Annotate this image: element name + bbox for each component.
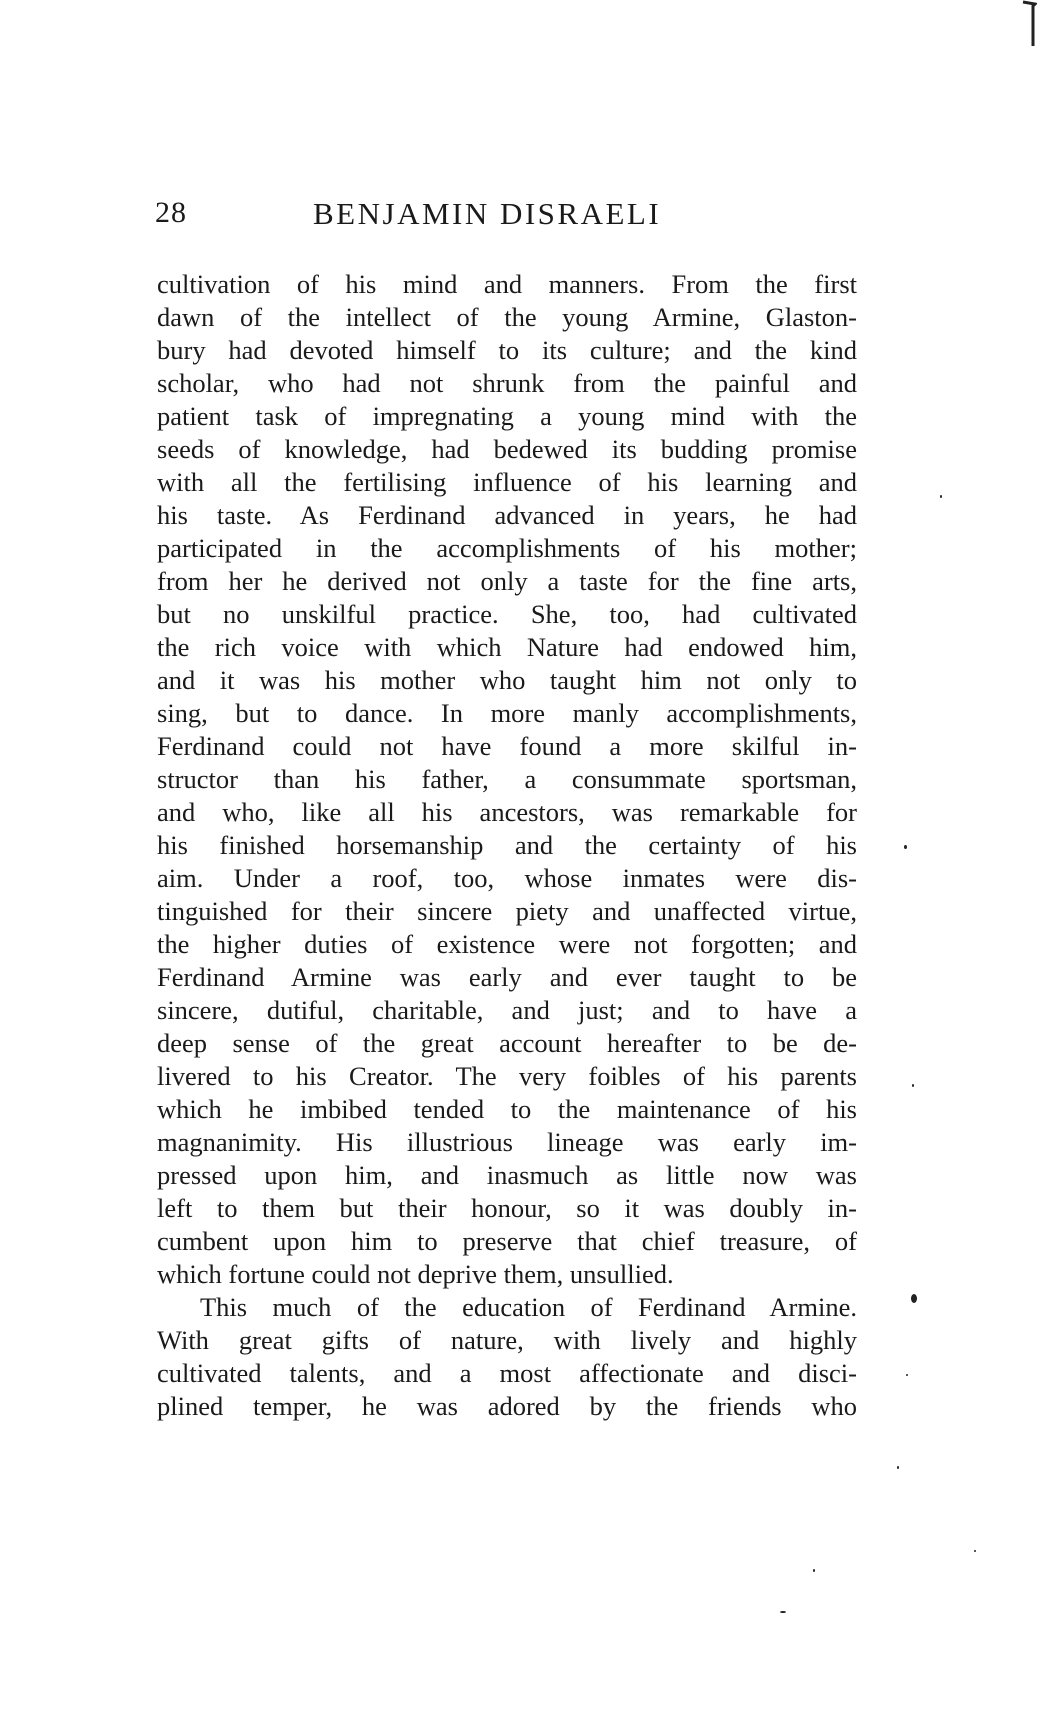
text-line: cultivation of his mind and manners. From the first bbox=[157, 269, 857, 299]
text-line: Ferdinand Armine was early and ever taught to be bbox=[157, 962, 857, 992]
text-line: and it was his mother who taught him not only to bbox=[157, 665, 857, 695]
text-line: deep sense of the great account hereafter to be de- bbox=[157, 1028, 857, 1058]
text-line: with all the fertilising influence of his learning and bbox=[157, 467, 857, 497]
text-line: from her he derived not only a taste for the fine arts, bbox=[157, 566, 857, 596]
text-line: participated in the accomplishments of his mother; bbox=[157, 533, 857, 563]
text-line: tinguished for their sincere piety and unaffected virtue, bbox=[157, 896, 857, 926]
ink-speck bbox=[780, 1611, 786, 1613]
text-line: seeds of knowledge, had bedewed its budding promise bbox=[157, 434, 857, 464]
text-line: aim. Under a roof, too, whose inmates were dis- bbox=[157, 863, 857, 893]
text-line: his finished horsemanship and the certainty of his bbox=[157, 830, 857, 860]
paragraph-first-line: This much of the education of Ferdinand Armine. bbox=[200, 1292, 857, 1322]
ink-speck bbox=[813, 1569, 815, 1572]
text-line: patient task of impregnating a young mind with the bbox=[157, 401, 857, 431]
text-line: livered to his Creator. The very foibles of his parents bbox=[157, 1061, 857, 1091]
text-line: scholar, who had not shrunk from the painful and bbox=[157, 368, 857, 398]
text-line: Ferdinand could not have found a more skilful in- bbox=[157, 731, 857, 761]
page-number: 28 bbox=[155, 196, 187, 229]
ink-speck bbox=[906, 1374, 908, 1376]
text-line: and who, like all his ancestors, was remarkable for bbox=[157, 797, 857, 827]
text-line: sincere, dutiful, charitable, and just; and to have a bbox=[157, 995, 857, 1025]
ink-speck bbox=[897, 1466, 899, 1469]
ink-speck bbox=[974, 1550, 976, 1552]
ink-speck bbox=[904, 845, 907, 849]
text-line: dawn of the intellect of the young Armine, Glaston- bbox=[157, 302, 857, 332]
text-line: which he imbibed tended to the maintenance of his bbox=[157, 1094, 857, 1124]
text-line: pressed upon him, and inasmuch as little now was bbox=[157, 1160, 857, 1190]
text-line: sing, but to dance. In more manly accomplishments, bbox=[157, 698, 857, 728]
ink-speck bbox=[940, 495, 942, 498]
text-line: the rich voice with which Nature had endowed him, bbox=[157, 632, 857, 662]
text-line: but no unskilful practice. She, too, had cultivated bbox=[157, 599, 857, 629]
text-line: plined temper, he was adored by the friends who bbox=[157, 1391, 857, 1421]
text-line: cultivated talents, and a most affectionate and disci- bbox=[157, 1358, 857, 1388]
body-text bbox=[157, 268, 857, 1423]
text-line: bury had devoted himself to its culture; and the kind bbox=[157, 335, 857, 365]
running-title: BENJAMIN DISRAELI bbox=[313, 196, 662, 231]
text-line: cumbent upon him to preserve that chief treasure, of bbox=[157, 1226, 857, 1256]
text-line: his taste. As Ferdinand advanced in years, he had bbox=[157, 500, 857, 530]
ink-speck bbox=[911, 1294, 917, 1303]
page-edge-mark bbox=[1021, 0, 1037, 48]
text-line: With great gifts of nature, with lively and highly bbox=[157, 1325, 857, 1355]
text-line: the higher duties of existence were not forgotten; and bbox=[157, 929, 857, 959]
ink-speck bbox=[912, 1084, 914, 1087]
paragraph-last-line: which fortune could not deprive them, unsullied. bbox=[157, 1259, 674, 1289]
text-line: structor than his father, a consummate sportsman, bbox=[157, 764, 857, 794]
running-head bbox=[155, 196, 875, 236]
text-line: magnanimity. His illustrious lineage was early im- bbox=[157, 1127, 857, 1157]
text-line: left to them but their honour, so it was doubly in- bbox=[157, 1193, 857, 1223]
